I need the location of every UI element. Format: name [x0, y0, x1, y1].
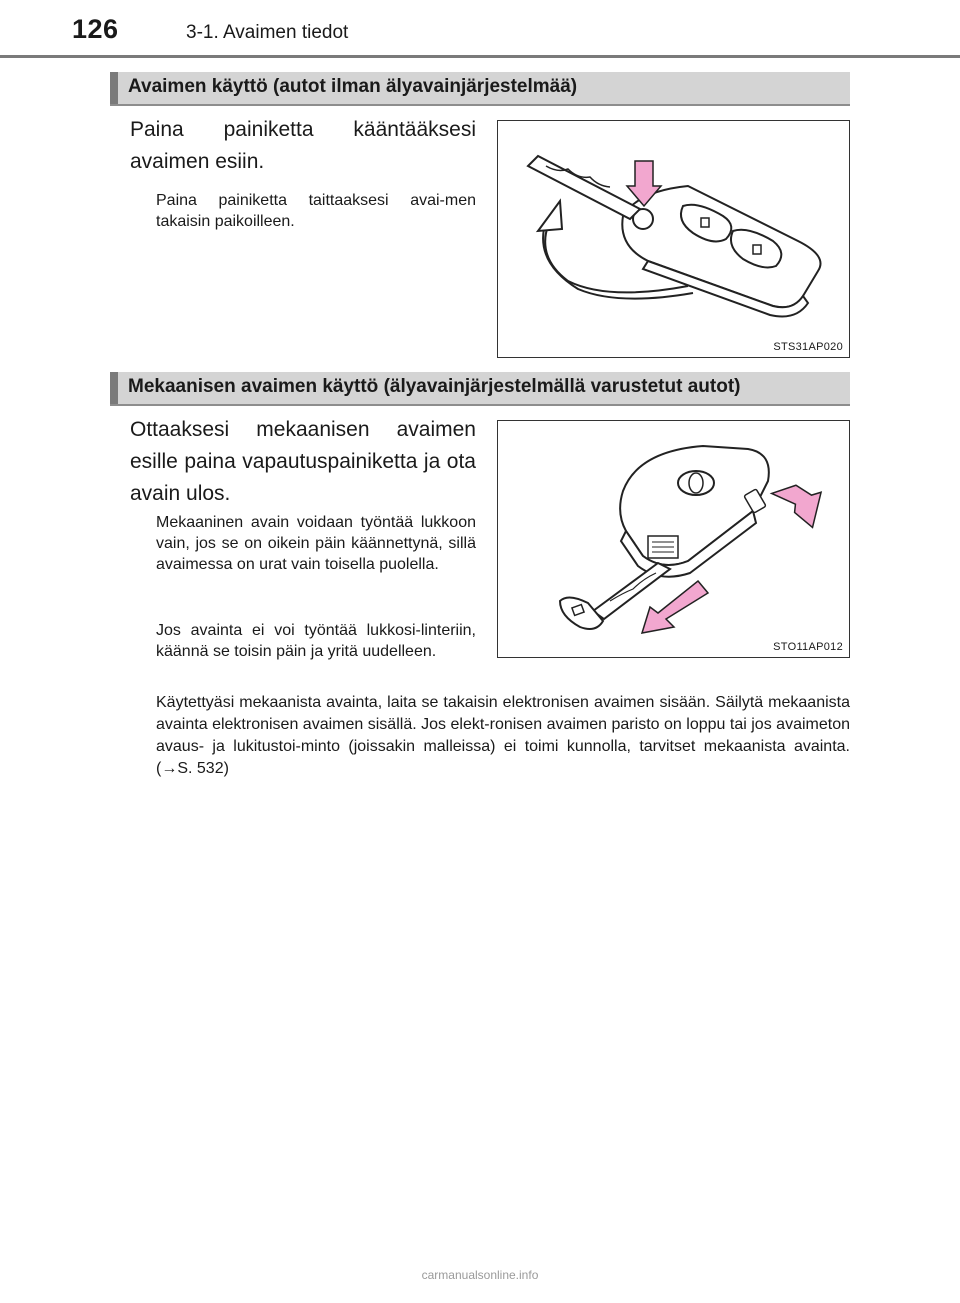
section2-paragraph-text: Käytettyäsi mekaanista avainta, laita se takaisin elektronisen avaimen sisään. Säilytä mekaanista avainta elektronisen avaimen sisällä. Jos elekt-ronisen avaimen paristo on loppu tai jos avaimeton avaus- ja lukitustoi-minto (joissakin malleissa) ei toimi kunnolla, tarvitset mekaanista avainta. [156, 694, 850, 755]
page-number: 126 [72, 14, 119, 44]
section-marker [110, 372, 118, 404]
figure-code-1: STS31AP020 [773, 341, 843, 353]
chapter-title: 3-1. Avaimen tiedot [186, 22, 349, 43]
section-heading-1 [110, 72, 850, 106]
figure-code-2: STO11AP012 [773, 641, 843, 653]
header-rule [0, 55, 960, 58]
section2-note-2: Jos avainta ei voi työntää lukkosi-linteriin, käännä se toisin päin ja yritä uudelleen. [156, 622, 476, 660]
section-title-2: Mekaanisen avaimen käyttö (älyavainjärjestelmällä varustetut autot) [128, 376, 741, 397]
smart-key-illustration [498, 421, 849, 657]
section1-lead: Paina painiketta kääntääksesi avaimen esiin. [130, 118, 476, 173]
flip-key-illustration [498, 121, 849, 357]
section1-note: Paina painiketta taittaaksesi avai-men takaisin paikoilleen. [156, 192, 476, 230]
section-title-1: Avaimen käyttö (autot ilman älyavainjärjestelmää) [128, 76, 578, 97]
page-reference[interactable]: (→S. 532) [156, 760, 229, 777]
footer-watermark: carmanualsonline.info [421, 1268, 539, 1282]
section-marker [110, 72, 118, 104]
section2-paragraph [156, 692, 850, 780]
figure-flip-key [497, 120, 850, 358]
figure-smart-key [497, 420, 850, 658]
section2-lead: Ottaaksesi mekaanisen avaimen esille paina vapautuspainiketta ja ota avain ulos. [130, 418, 476, 505]
section2-note-1: Mekaaninen avain voidaan työntää lukkoon vain, jos se on oikein päin käännettynä, sillä avaimessa on urat vain toisella puolella. [156, 514, 476, 573]
section-heading-2 [110, 372, 850, 406]
